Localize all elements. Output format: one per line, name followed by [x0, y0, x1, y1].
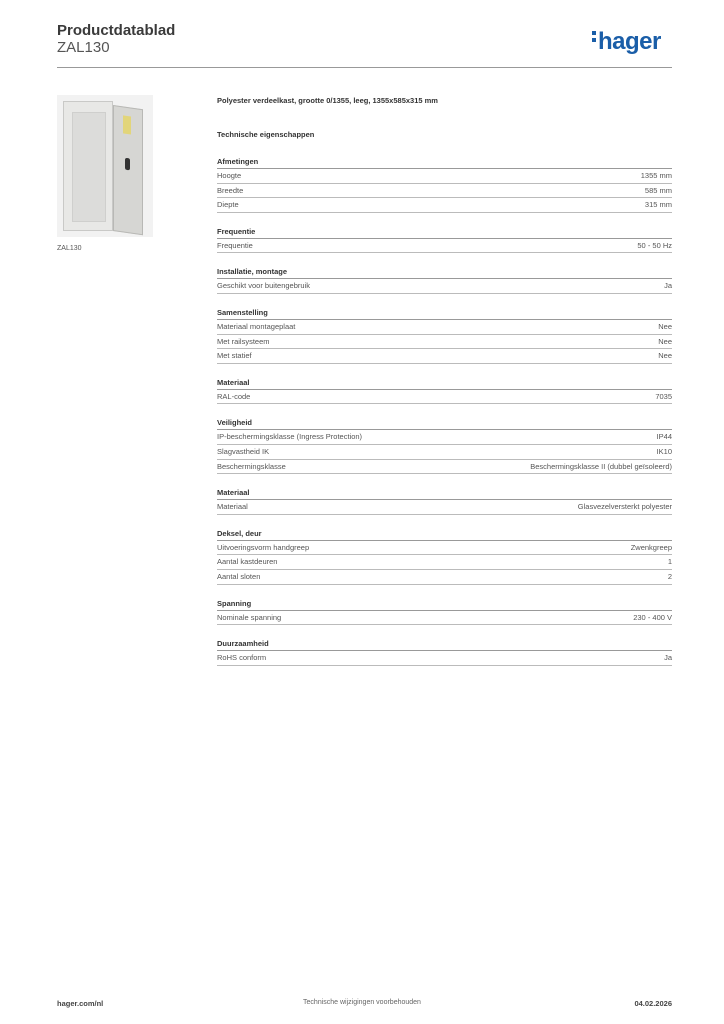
- spec-value: IK10: [656, 446, 672, 456]
- spec-section: [217, 378, 672, 405]
- section-title: Afmetingen: [217, 157, 672, 169]
- spec-value: 1355 mm: [640, 171, 672, 180]
- section-title: Duurzaamheid: [217, 639, 672, 651]
- spec-section: [217, 488, 672, 515]
- spec-section: [217, 308, 672, 364]
- spec-row: [217, 430, 672, 445]
- spec-label: Met statief: [217, 351, 252, 361]
- spec-value: 230 - 400 V: [633, 612, 672, 622]
- tech-properties-heading: Technische eigenschappen: [217, 130, 315, 139]
- cabinet-door: [113, 105, 143, 235]
- spec-row: [217, 239, 672, 254]
- door-label-icon: [123, 115, 131, 134]
- spec-row: [217, 320, 672, 335]
- spec-label: RAL-code: [217, 391, 251, 401]
- spec-label: Aantal kastdeuren: [217, 557, 278, 567]
- spec-row: [217, 184, 672, 199]
- spec-section: [217, 227, 672, 254]
- spec-row: [217, 460, 672, 475]
- section-title: Deksel, deur: [217, 529, 672, 541]
- spec-row: [217, 541, 672, 556]
- spec-label: Diepte: [217, 200, 239, 210]
- section-title: Frequentie: [217, 227, 672, 239]
- product-description: Polyester verdeelkast, grootte 0/1355, leeg, 1355x585x315 mm: [217, 96, 438, 105]
- section-title: Spanning: [217, 599, 672, 611]
- section-title: Materiaal: [217, 488, 672, 500]
- spec-label: Slagvastheid IK: [217, 446, 270, 456]
- spec-label: IP-beschermingsklasse (Ingress Protection): [217, 432, 363, 442]
- spec-value: Beschermingsklasse II (dubbel geïsoleerd): [530, 461, 672, 471]
- page-title: Productdatablad: [57, 22, 176, 39]
- spec-row: [217, 445, 672, 460]
- spec-label: Uitvoeringsvorm handgreep: [217, 542, 310, 552]
- spec-value: Ja: [664, 653, 672, 663]
- section-title: Installatie, montage: [217, 267, 672, 279]
- spec-section: [217, 599, 672, 626]
- spec-label: RoHS conform: [217, 653, 267, 663]
- spec-row: [217, 390, 672, 405]
- spec-label: Materiaal: [217, 502, 248, 512]
- spec-label: Hoogte: [217, 171, 242, 180]
- spec-value: 7035: [655, 391, 672, 401]
- product-image: [57, 95, 153, 237]
- spec-label: Breedte: [217, 185, 244, 195]
- spec-row: [217, 555, 672, 570]
- footer-disclaimer: Technische wijzigingen voorbehouden: [303, 999, 421, 1006]
- door-handle-icon: [125, 158, 130, 171]
- spec-row: [217, 651, 672, 666]
- logo-text: hager: [598, 28, 661, 55]
- spec-label: Materiaal montageplaat: [217, 321, 296, 331]
- spec-row: [217, 349, 672, 364]
- spec-row: [217, 500, 672, 515]
- footer-website[interactable]: hager.com/nl: [57, 999, 104, 1008]
- header-divider: [57, 67, 672, 68]
- spec-value: Glasvezelversterkt polyester: [577, 502, 672, 512]
- spec-label: Beschermingsklasse: [217, 461, 286, 471]
- spec-label: Met railsysteem: [217, 336, 270, 346]
- spec-sections: [217, 157, 672, 666]
- spec-value: Ja: [664, 281, 672, 291]
- spec-row: [217, 611, 672, 626]
- image-caption: ZAL130: [57, 245, 82, 252]
- spec-row: [217, 169, 672, 184]
- product-code: ZAL130: [57, 39, 110, 56]
- cabinet-interior: [72, 112, 106, 222]
- spec-section: [217, 418, 672, 474]
- footer-date: 04.02.2026: [634, 999, 672, 1008]
- section-title: Samenstelling: [217, 308, 672, 320]
- spec-row: [217, 335, 672, 350]
- spec-value: 315 mm: [644, 200, 672, 210]
- spec-label: Frequentie: [217, 240, 253, 250]
- section-title: Materiaal: [217, 378, 672, 390]
- spec-value: 1: [667, 557, 672, 567]
- spec-value: IP44: [656, 432, 672, 442]
- spec-value: 50 - 50 Hz: [637, 240, 672, 250]
- hager-logo: [592, 28, 661, 56]
- logo-dots-icon: [592, 31, 596, 45]
- spec-section: [217, 267, 672, 294]
- spec-row: [217, 198, 672, 213]
- spec-label: Aantal sloten: [217, 571, 261, 581]
- spec-value: Nee: [658, 351, 672, 361]
- spec-section: [217, 157, 672, 213]
- spec-label: Nominale spanning: [217, 612, 282, 622]
- spec-section: [217, 639, 672, 666]
- spec-content: [217, 96, 672, 666]
- section-title: Veiligheid: [217, 418, 672, 430]
- spec-value: Nee: [658, 336, 672, 346]
- spec-row: [217, 279, 672, 294]
- cabinet-body: [63, 101, 113, 231]
- spec-value: Nee: [658, 321, 672, 331]
- spec-label: Geschikt voor buitengebruik: [217, 281, 310, 291]
- spec-section: [217, 529, 672, 585]
- spec-row: [217, 570, 672, 585]
- spec-value: 585 mm: [644, 185, 672, 195]
- spec-value: 2: [667, 571, 672, 581]
- spec-value: Zwenkgreep: [630, 542, 672, 552]
